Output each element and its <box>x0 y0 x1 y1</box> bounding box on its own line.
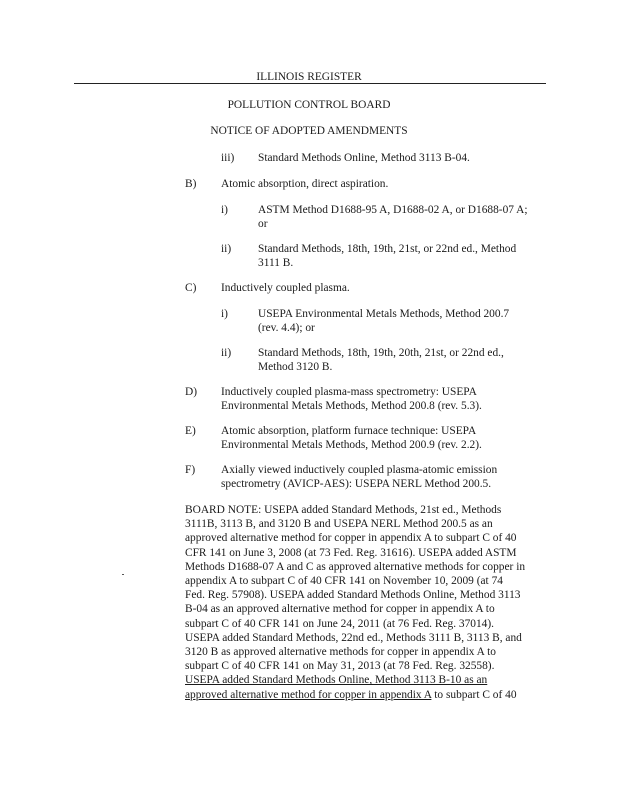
board-note-line: Methods D1688-07 A and C as approved alternative methods for copper in <box>185 560 526 573</box>
item-line: USEPA Environmental Metals Methods, Method 200.7 <box>258 308 510 320</box>
item-marker: E) <box>185 425 196 437</box>
board-note-line: 3120 B as approved alternative methods for copper in appendix A to <box>185 646 496 659</box>
board-note-line: B-04 as an approved alternative method for copper in appendix A to <box>185 603 495 616</box>
added-text-underlined: USEPA added Standard Methods Online, Method 3113 B-10 as an <box>185 674 488 687</box>
board-note-line: appendix A to subpart C of 40 CFR 141 on November 10, 2009 (at 74 <box>185 575 503 588</box>
item-text <box>258 346 504 374</box>
board-note-line: approved alternative method for copper in appendix A to subpart C of 40 <box>185 532 517 545</box>
item-line: Standard Methods Online, Method 3113 B-04. <box>258 152 470 164</box>
item-line: (rev. 4.4); or <box>258 322 315 335</box>
item-marker: i) <box>221 204 228 216</box>
item-line: Standard Methods, 18th, 19th, 20th, 21st, or 22nd ed., <box>258 347 504 359</box>
board-note-line: USEPA added Standard Methods, 22nd ed., Methods 3111 B, 3113 B, and <box>185 631 522 644</box>
item-marker: D) <box>185 386 198 398</box>
item-text <box>258 242 516 270</box>
item-line: Axially viewed inductively coupled plasma-atomic emission <box>221 464 498 476</box>
item-line: Method 3120 B. <box>258 361 333 374</box>
item-marker: F) <box>185 464 196 476</box>
item-line: or <box>258 218 268 231</box>
board-note-line: subpart C of 40 CFR 141 on June 24, 2011 (at 76 Fed. Reg. 37014). <box>185 617 495 630</box>
item-line: Inductively coupled plasma-mass spectrometry: USEPA <box>221 386 477 398</box>
item-text <box>221 281 350 295</box>
item-marker: C) <box>185 282 197 294</box>
board-note-line: Fed. Reg. 57908). USEPA added Standard Methods Online, Method 3113 <box>185 589 521 602</box>
item-text <box>221 463 497 491</box>
board-note <box>185 503 525 702</box>
board-note-tail: to subpart C of 40 <box>431 688 517 701</box>
item-line: ASTM Method D1688-95 A, D1688-02 A, or D1688-07 A; <box>258 204 528 216</box>
item-line: Atomic absorption, direct aspiration. <box>221 178 389 190</box>
register-title: ILLINOIS REGISTER <box>256 71 362 83</box>
board-note-line: CFR 141 on June 3, 2008 (at 73 Fed. Reg. 31616). USEPA added ASTM <box>185 546 517 559</box>
item-text <box>221 424 482 452</box>
board-note-line <box>185 688 525 702</box>
header-rule <box>74 83 546 84</box>
item-marker: iii) <box>221 152 235 164</box>
notice-title: NOTICE OF ADOPTED AMENDMENTS <box>210 125 408 137</box>
item-line: 3111 B. <box>258 257 294 270</box>
item-text <box>258 307 509 335</box>
item-line: Environmental Metals Methods, Method 200.8 (rev. 5.3). <box>221 400 482 413</box>
item-marker: ii) <box>221 243 232 255</box>
board-note-line: 3111B, 3113 B, and 3120 B and USEPA NERL Method 200.5 as an <box>185 518 493 531</box>
item-text <box>221 177 388 191</box>
item-text <box>221 385 482 413</box>
item-line: Inductively coupled plasma. <box>221 282 350 294</box>
item-text <box>258 203 528 231</box>
board-note-line: BOARD NOTE: USEPA added Standard Methods, 21st ed., Methods <box>185 504 502 516</box>
board-note-line: subpart C of 40 CFR 141 on May 31, 2013 (at 78 Fed. Reg. 32558). <box>185 660 495 673</box>
item-marker: B) <box>185 178 197 190</box>
item-line: Standard Methods, 18th, 19th, 21st, or 22nd ed., Method <box>258 243 517 255</box>
item-line: Environmental Metals Methods, Method 200.9 (rev. 2.2). <box>221 439 482 452</box>
item-marker: ii) <box>221 347 232 359</box>
item-marker: i) <box>221 308 228 320</box>
item-text <box>258 151 470 165</box>
scan-speck <box>122 574 124 575</box>
board-title: POLLUTION CONTROL BOARD <box>227 99 391 111</box>
item-line: spectrometry (AVICP-AES): USEPA NERL Method 200.5. <box>221 478 492 491</box>
added-text-underlined: approved alternative method for copper in appendix A <box>185 688 432 701</box>
item-line: Atomic absorption, platform furnace technique: USEPA <box>221 425 477 437</box>
